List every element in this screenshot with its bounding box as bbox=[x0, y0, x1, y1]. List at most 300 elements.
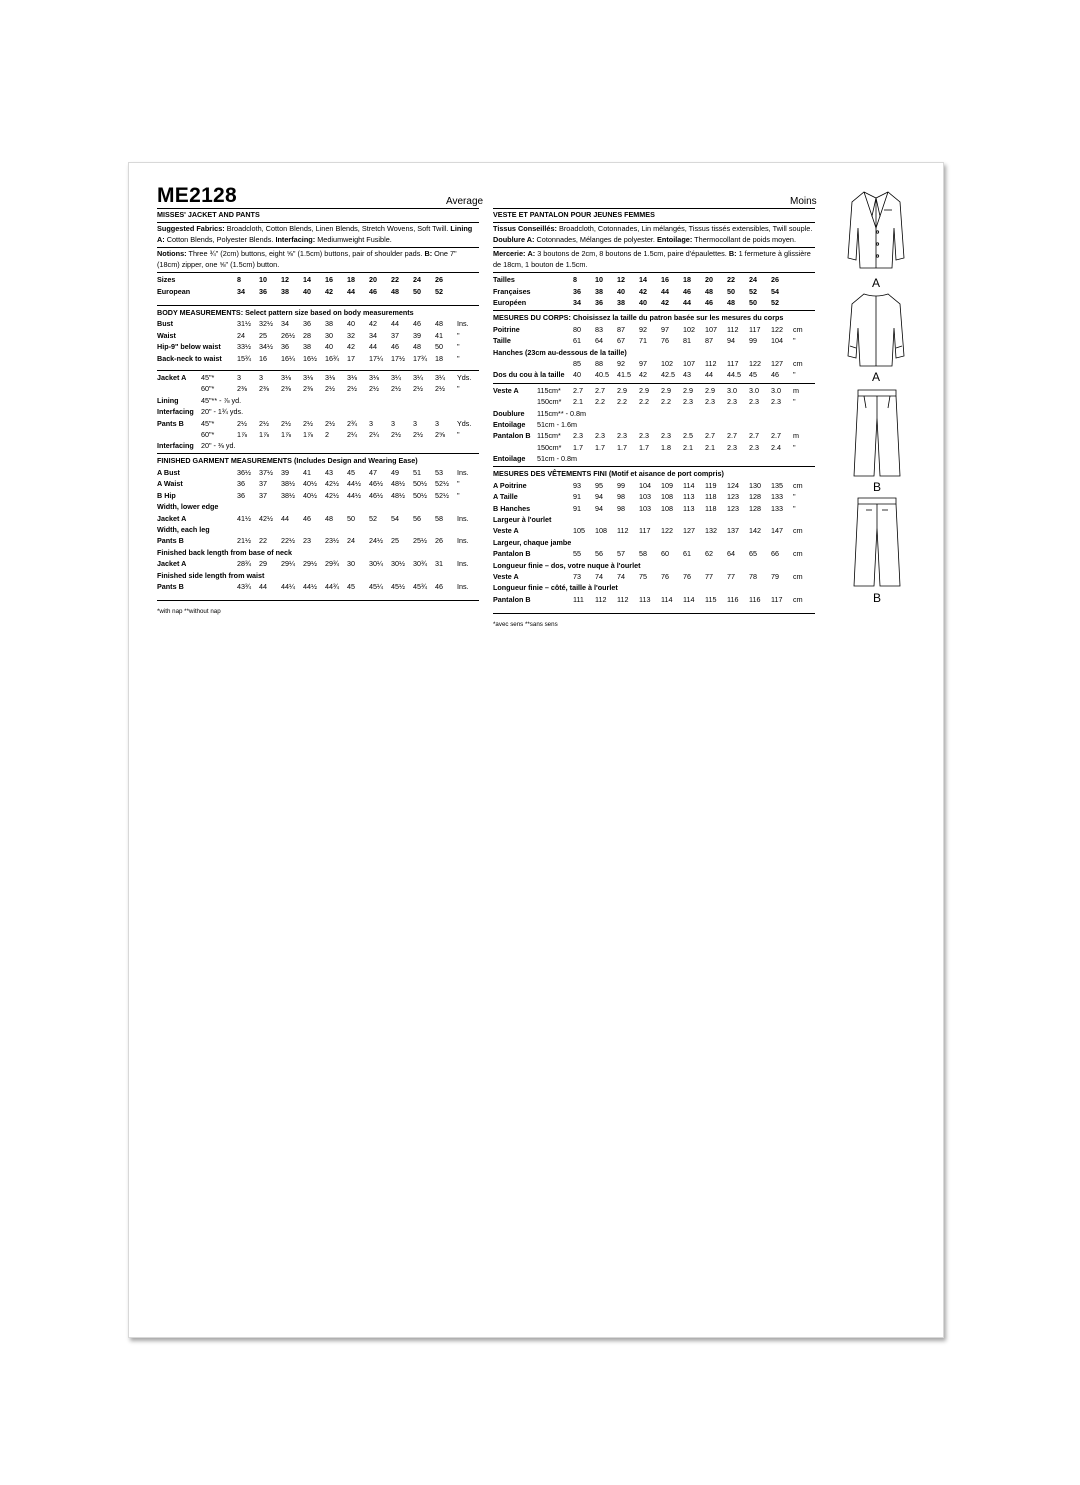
fr-body-value: 71 bbox=[639, 336, 647, 346]
fr-finished-value: 91 bbox=[573, 503, 581, 513]
fr-body-unit: cm bbox=[793, 324, 803, 334]
en-yardage-value: 2⅜ bbox=[237, 384, 247, 394]
fr-finished-value: 113 bbox=[639, 594, 651, 604]
en-body-value: 39 bbox=[413, 330, 421, 340]
fr-francaises-value: 54 bbox=[771, 286, 779, 296]
en-body-unit: " bbox=[457, 353, 460, 363]
header-moins: Moins bbox=[790, 196, 817, 207]
fr-body-value: 99 bbox=[749, 336, 757, 346]
fr-finished-row bbox=[493, 525, 815, 536]
fr-finished-value: 112 bbox=[595, 594, 607, 604]
fr-finished-value: 111 bbox=[573, 594, 584, 604]
fr-size-value: 20 bbox=[705, 275, 713, 285]
fr-yardage-value: 1.8 bbox=[661, 442, 671, 452]
fr-finished-value: 103 bbox=[639, 492, 651, 502]
en-european-value: 34 bbox=[237, 286, 245, 296]
en-finished-value: 45 bbox=[347, 468, 355, 478]
en-finished-row bbox=[157, 535, 479, 546]
fr-body-value: 76 bbox=[661, 336, 669, 346]
en-yardage-value: 3 bbox=[237, 372, 241, 382]
en-finished-value: 23½ bbox=[325, 536, 339, 546]
fr-size-value: 12 bbox=[617, 275, 625, 285]
en-body-value: 36 bbox=[303, 319, 311, 329]
fr-yardage-value: 2.7 bbox=[771, 431, 781, 441]
fr-title: VESTE ET PANTALON POUR JEUNES FEMMES bbox=[493, 210, 655, 219]
fr-finished-value: 78 bbox=[749, 571, 757, 581]
fr-finished-value: 133 bbox=[771, 503, 783, 513]
fr-body-value: 97 bbox=[639, 358, 647, 368]
en-finished-value: 50½ bbox=[413, 490, 427, 500]
en-body-value: 42 bbox=[347, 342, 355, 352]
fr-finished-value: 128 bbox=[749, 492, 761, 502]
fr-finished-value: 117 bbox=[771, 594, 783, 604]
pants-b-front-illustration bbox=[852, 388, 902, 480]
view-label-b1: B bbox=[873, 480, 882, 494]
en-finished-unit: Ins. bbox=[457, 513, 469, 523]
fr-body-value: 97 bbox=[661, 324, 669, 334]
en-finished-unit: Ins. bbox=[457, 468, 469, 478]
fr-finished-caption: Longueur finie – dos, votre nuque à l'ourlet bbox=[493, 560, 641, 570]
fr-finished-value: 113 bbox=[683, 503, 695, 513]
fr-notions: Mercerie: A: 3 boutons de 2cm, 8 boutons de 1.5cm, paire d'épaulettes. B: 1 fermeture à glissière de 18cm, 1 bouton de 1.5cm. bbox=[493, 249, 811, 269]
en-european-value: 44 bbox=[347, 286, 355, 296]
en-finished-label: B Hip bbox=[157, 490, 176, 500]
en-finished-value: 42½ bbox=[325, 479, 339, 489]
fr-european-value: 52 bbox=[771, 297, 779, 307]
en-body-value: 16¾ bbox=[325, 353, 339, 363]
fr-yardage-value: 2.9 bbox=[661, 385, 671, 395]
en-body-value: 31½ bbox=[237, 319, 251, 329]
en-yardage-width: 45"* bbox=[201, 418, 215, 428]
pattern-code: ME2128 bbox=[157, 184, 238, 207]
fr-finished-caption: Longueur finie – côté, taille à l'ourlet bbox=[493, 583, 618, 593]
fr-francaises-value: 38 bbox=[595, 286, 603, 296]
en-body-value: 48 bbox=[435, 319, 443, 329]
fr-finished-unit: cm bbox=[793, 480, 803, 490]
fr-finished-value: 74 bbox=[595, 571, 603, 581]
fr-francaises-value: 42 bbox=[639, 286, 647, 296]
fr-finished-value: 109 bbox=[661, 480, 673, 490]
pants-b-back-illustration bbox=[852, 496, 902, 590]
fr-body-label: Poitrine bbox=[493, 324, 520, 334]
fr-finished-value: 115 bbox=[705, 594, 717, 604]
en-finished-row bbox=[157, 569, 479, 580]
en-fabrics: Suggested Fabrics: Broadcloth, Cotton Blends, Linen Blends, Stretch Wovens, Soft Twill. Lining A: Cotton Blends, Polyester Blends. Interfacing: Mediumweight Fusible. bbox=[157, 224, 473, 244]
en-finished-value: 46½ bbox=[369, 479, 383, 489]
fr-yardage-value: 1.7 bbox=[573, 442, 583, 452]
view-label-b2: B bbox=[873, 591, 882, 605]
en-title: MISSES' JACKET AND PANTS bbox=[157, 210, 260, 219]
en-finished-value: 44 bbox=[259, 581, 267, 591]
fr-yardage-unit: m bbox=[793, 431, 799, 441]
fr-body-value: 94 bbox=[727, 336, 735, 346]
fr-finished-value: 98 bbox=[617, 503, 625, 513]
french-column bbox=[493, 208, 815, 629]
fr-finished-value: 116 bbox=[749, 594, 761, 604]
en-yardage-value: 1⅞ bbox=[303, 429, 313, 439]
fr-finished-label: A Taille bbox=[493, 492, 518, 502]
en-body-row bbox=[157, 330, 479, 341]
fr-body-unit: " bbox=[793, 336, 796, 346]
en-body-value: 28 bbox=[303, 330, 311, 340]
en-body-value: 41 bbox=[435, 330, 443, 340]
fr-finished-row bbox=[493, 548, 815, 559]
fr-finished-title: MESURES DES VÊTEMENTS FINI (Motif et aisance de port compris) bbox=[493, 469, 724, 479]
fr-yardage-value: 2.3 bbox=[617, 431, 627, 441]
en-yardage-value: 1⅞ bbox=[237, 429, 247, 439]
en-yardage-label: Lining bbox=[157, 395, 179, 405]
en-european-value: 48 bbox=[391, 286, 399, 296]
en-finished-value: 43¾ bbox=[237, 581, 251, 591]
en-finished-row bbox=[157, 524, 479, 535]
en-yardage-value: 2¼ bbox=[369, 429, 379, 439]
fr-body-label bbox=[493, 358, 573, 369]
en-finished-value: 31 bbox=[435, 559, 443, 569]
fr-finished-value: 108 bbox=[595, 526, 607, 536]
en-yardage-value: 2⅜ bbox=[281, 384, 291, 394]
en-finished-label: Pants B bbox=[157, 581, 184, 591]
en-body-value: 17 bbox=[347, 353, 355, 363]
fr-european-value: 34 bbox=[573, 297, 581, 307]
fr-finished-value: 118 bbox=[705, 503, 717, 513]
fr-body-value: 85 bbox=[573, 358, 581, 368]
fr-body-value: 41.5 bbox=[617, 370, 631, 380]
fr-body-value: 107 bbox=[683, 358, 695, 368]
fr-body-value: 127 bbox=[771, 358, 783, 368]
en-yardage-unit: Yds. bbox=[457, 418, 472, 428]
en-yardage-value: 2½ bbox=[237, 418, 247, 428]
fr-body-value: 42.5 bbox=[661, 370, 675, 380]
en-body-label: Hip-9" below waist bbox=[157, 342, 221, 352]
fr-finished-value: 104 bbox=[639, 480, 651, 490]
en-finished-value: 41 bbox=[303, 468, 311, 478]
jacket-a-front-illustration bbox=[846, 188, 906, 276]
fr-yardage-row bbox=[493, 407, 815, 418]
en-finished-row bbox=[157, 478, 479, 489]
en-body-row bbox=[157, 341, 479, 352]
fr-finished-value: 65 bbox=[749, 549, 757, 559]
en-yardage-value: 3¼ bbox=[413, 372, 423, 382]
en-body-value: 16¼ bbox=[281, 353, 295, 363]
en-finished-row bbox=[157, 512, 479, 523]
en-finished-unit: Ins. bbox=[457, 559, 469, 569]
en-size-value: 20 bbox=[369, 275, 377, 285]
en-size-value: 24 bbox=[413, 275, 421, 285]
en-european-value: 36 bbox=[259, 286, 267, 296]
en-european-value: 38 bbox=[281, 286, 289, 296]
en-finished-row bbox=[157, 581, 479, 592]
en-finished-value: 44 bbox=[281, 513, 289, 523]
fr-finished-value: 114 bbox=[683, 594, 695, 604]
en-finished-value: 29¼ bbox=[281, 559, 295, 569]
fr-finished-label: A Poitrine bbox=[493, 480, 527, 490]
fr-yardage-value: 2.1 bbox=[683, 442, 693, 452]
fr-finished-value: 118 bbox=[705, 492, 717, 502]
en-finished-row bbox=[157, 558, 479, 569]
fr-size-value: 16 bbox=[661, 275, 669, 285]
fr-european-row bbox=[493, 297, 815, 308]
fr-yardage-value: 2.9 bbox=[705, 385, 715, 395]
en-yardage-value: 2½ bbox=[325, 418, 335, 428]
en-finished-caption: Width, each leg bbox=[157, 525, 210, 535]
fr-yardage-value: 2.3 bbox=[771, 397, 781, 407]
en-body-value: 50 bbox=[435, 342, 443, 352]
en-finished-row bbox=[157, 490, 479, 501]
fr-body-value: 64 bbox=[595, 336, 603, 346]
en-yardage-label: Pants B bbox=[157, 418, 184, 428]
fr-body-value: 43 bbox=[683, 370, 691, 380]
fr-yardage-value: 2.7 bbox=[595, 385, 605, 395]
fr-finished-value: 77 bbox=[727, 571, 735, 581]
fr-yardage-label: Entoilage bbox=[493, 454, 526, 464]
header-average: Average bbox=[446, 196, 484, 207]
fr-finished-unit: cm bbox=[793, 594, 803, 604]
fr-body-value: 102 bbox=[683, 324, 695, 334]
fr-yardage-value: 2.3 bbox=[661, 431, 671, 441]
en-european-value: 40 bbox=[303, 286, 311, 296]
en-finished-value: 56 bbox=[413, 513, 421, 523]
fr-european-unit bbox=[793, 297, 815, 308]
en-yardage-value: 3⅛ bbox=[369, 372, 379, 382]
fr-body-value: 92 bbox=[639, 324, 647, 334]
en-yardage-value: 2½ bbox=[435, 384, 445, 394]
en-body-row bbox=[157, 318, 479, 329]
en-yardage-width: 60"* bbox=[201, 429, 215, 439]
en-yardage-value: 1⅞ bbox=[259, 429, 269, 439]
en-size-value: 26 bbox=[435, 275, 443, 285]
fr-footnote: *avec sens **sans sens bbox=[493, 620, 558, 628]
view-label-a1: A bbox=[872, 276, 881, 290]
fr-body-caption: Hanches (23cm au-dessous de la taille) bbox=[493, 347, 627, 357]
en-yardage-value: 2½ bbox=[347, 384, 357, 394]
en-european-unit bbox=[457, 285, 479, 296]
en-finished-value: 26 bbox=[435, 536, 443, 546]
fr-yardage-value: 2.3 bbox=[573, 431, 583, 441]
en-body-value: 32 bbox=[347, 330, 355, 340]
fr-finished-value: 95 bbox=[595, 480, 603, 490]
fr-yardage-width: 150cm* bbox=[537, 397, 562, 407]
en-yardage-row bbox=[157, 395, 479, 406]
fr-yardage-value: 2.9 bbox=[617, 385, 627, 395]
fr-finished-value: 74 bbox=[617, 571, 625, 581]
fr-yardage-value: 2.3 bbox=[683, 397, 693, 407]
fr-body-unit: cm bbox=[793, 358, 803, 368]
en-size-label: Sizes bbox=[157, 275, 176, 285]
en-finished-unit: Ins. bbox=[457, 581, 469, 591]
fr-finished-value: 94 bbox=[595, 492, 603, 502]
en-yardage-width: 20" - 1¾ yds. bbox=[201, 407, 244, 417]
en-finished-table bbox=[157, 467, 479, 592]
fr-finished-value: 58 bbox=[639, 549, 647, 559]
fr-body-value: 80 bbox=[573, 324, 581, 334]
fr-finished-value: 79 bbox=[771, 571, 779, 581]
fr-body-row bbox=[493, 335, 815, 346]
fr-yardage-value: 2.3 bbox=[749, 442, 759, 452]
en-european-value: 42 bbox=[325, 286, 333, 296]
fr-yardage-value: 2.1 bbox=[573, 397, 583, 407]
en-yardage-row bbox=[157, 440, 479, 451]
fr-finished-unit: cm bbox=[793, 549, 803, 559]
fr-finished-value: 133 bbox=[771, 492, 783, 502]
en-finished-value: 43 bbox=[325, 468, 333, 478]
fr-size-value: 24 bbox=[749, 275, 757, 285]
fr-european-value: 42 bbox=[661, 297, 669, 307]
en-yardage-value: 2 bbox=[325, 429, 329, 439]
fr-finished-value: 57 bbox=[617, 549, 625, 559]
fr-body-value: 44.5 bbox=[727, 370, 741, 380]
en-yardage-label: Interfacing bbox=[157, 407, 194, 417]
en-body-label: Waist bbox=[157, 330, 176, 340]
fr-size-value: 8 bbox=[573, 275, 577, 285]
fr-body-value: 83 bbox=[595, 324, 603, 334]
en-yardage-row bbox=[157, 429, 479, 440]
en-finished-value: 45¾ bbox=[413, 581, 427, 591]
en-body-value: 26½ bbox=[281, 330, 295, 340]
en-body-value: 46 bbox=[391, 342, 399, 352]
en-finished-value: 25½ bbox=[413, 536, 427, 546]
fr-yardage-value: 3.0 bbox=[771, 385, 781, 395]
fr-finished-value: 114 bbox=[661, 594, 673, 604]
fr-finished-value: 64 bbox=[727, 549, 735, 559]
en-finished-value: 37 bbox=[259, 490, 267, 500]
en-body-value: 48 bbox=[413, 342, 421, 352]
fr-yardage-value: 2.1 bbox=[705, 442, 715, 452]
fr-body-title: MESURES DU CORPS: Choisissez la taille du patron basée sur les mesures du corps bbox=[493, 313, 784, 323]
fr-body-value: 92 bbox=[617, 358, 625, 368]
fr-yardage-value: 2.3 bbox=[727, 397, 737, 407]
en-body-value: 36 bbox=[281, 342, 289, 352]
en-body-value: 18 bbox=[435, 353, 443, 363]
fr-yardage-table bbox=[493, 385, 815, 465]
fr-yardage-width: 51cm - 0.8m bbox=[537, 454, 577, 464]
en-body-title: BODY MEASUREMENTS: Select pattern size based on body measurements bbox=[157, 307, 414, 317]
en-finished-value: 46 bbox=[303, 513, 311, 523]
en-body-value: 38 bbox=[303, 342, 311, 352]
en-finished-value: 46 bbox=[435, 581, 443, 591]
fr-finished-value: 124 bbox=[727, 480, 739, 490]
fr-body-value: 104 bbox=[771, 336, 783, 346]
fr-body-value: 45 bbox=[749, 370, 757, 380]
en-yardage-value: 2¾ bbox=[347, 418, 357, 428]
en-body-value: 17¼ bbox=[369, 353, 383, 363]
en-finished-value: 30 bbox=[347, 559, 355, 569]
en-yardage-row bbox=[157, 417, 479, 428]
fr-yardage-row bbox=[493, 396, 815, 407]
en-body-value: 44 bbox=[391, 319, 399, 329]
en-body-value: 34 bbox=[369, 330, 377, 340]
en-yardage-value: 2¼ bbox=[347, 429, 357, 439]
en-finished-value: 36½ bbox=[237, 468, 251, 478]
fr-yardage-value: 2.4 bbox=[771, 442, 781, 452]
en-finished-value: 52 bbox=[369, 513, 377, 523]
en-finished-label: Jacket A bbox=[157, 513, 187, 523]
fr-yardage-value: 2.2 bbox=[661, 397, 671, 407]
fr-size-unit bbox=[793, 274, 815, 285]
fr-francaises-value: 48 bbox=[705, 286, 713, 296]
en-yardage-value: 3⅛ bbox=[325, 372, 335, 382]
fr-yardage-value: 2.7 bbox=[749, 431, 759, 441]
en-finished-value: 28¾ bbox=[237, 559, 251, 569]
en-yardage-value: 2⅜ bbox=[303, 384, 313, 394]
fr-yardage-row bbox=[493, 430, 815, 441]
fr-european-value: 36 bbox=[595, 297, 603, 307]
fr-finished-value: 103 bbox=[639, 503, 651, 513]
fr-body-value: 42 bbox=[639, 370, 647, 380]
en-body-value: 17½ bbox=[391, 353, 405, 363]
view-label-a2: A bbox=[872, 370, 881, 384]
en-size-unit bbox=[457, 274, 479, 285]
fr-yardage-width: 115cm* bbox=[537, 431, 561, 441]
en-body-label: Back-neck to waist bbox=[157, 353, 222, 363]
fr-finished-value: 113 bbox=[683, 492, 695, 502]
en-finished-row bbox=[157, 547, 479, 558]
fr-yardage-row bbox=[493, 419, 815, 430]
en-finished-label: Jacket A bbox=[157, 559, 187, 569]
en-yardage-value: 3 bbox=[369, 418, 373, 428]
en-finished-label: Pants B bbox=[157, 536, 184, 546]
fr-finished-value: 116 bbox=[727, 594, 739, 604]
fr-finished-row bbox=[493, 537, 815, 548]
en-yardage-value: 3 bbox=[259, 372, 263, 382]
fr-body-table bbox=[493, 324, 815, 381]
en-body-value: 40 bbox=[347, 319, 355, 329]
fr-finished-value: 127 bbox=[683, 526, 695, 536]
en-yardage-width: 60"* bbox=[201, 384, 215, 394]
fr-finished-row bbox=[493, 480, 815, 491]
fr-francaises-unit bbox=[793, 285, 815, 296]
en-body-value: 32½ bbox=[259, 319, 273, 329]
en-body-label: Bust bbox=[157, 319, 173, 329]
fr-finished-row bbox=[493, 491, 815, 502]
en-yardage-value: 2½ bbox=[281, 418, 291, 428]
en-finished-value: 23 bbox=[303, 536, 311, 546]
fr-finished-row bbox=[493, 502, 815, 513]
en-finished-value: 36 bbox=[237, 490, 245, 500]
fr-yardage-value: 3.0 bbox=[727, 385, 737, 395]
en-finished-value: 44½ bbox=[303, 581, 317, 591]
en-finished-value: 30¼ bbox=[369, 559, 383, 569]
en-finished-value: 44½ bbox=[347, 490, 361, 500]
fr-yardage-value: 2.5 bbox=[683, 431, 693, 441]
fr-finished-unit: " bbox=[793, 492, 796, 502]
fr-body-value: 40 bbox=[573, 370, 581, 380]
fr-body-row bbox=[493, 369, 815, 380]
en-finished-value: 30¾ bbox=[413, 559, 427, 569]
en-finished-value: 45¼ bbox=[369, 581, 383, 591]
en-yardage-label bbox=[157, 383, 201, 394]
en-finished-value: 54 bbox=[391, 513, 399, 523]
en-finished-value: 48½ bbox=[391, 490, 405, 500]
fr-body-value: 88 bbox=[595, 358, 603, 368]
fr-body-value: 122 bbox=[749, 358, 761, 368]
en-body-row bbox=[157, 352, 479, 363]
en-finished-value: 37 bbox=[259, 479, 267, 489]
fr-finished-label: Veste A bbox=[493, 571, 519, 581]
fr-yardage-width: 150cm* bbox=[537, 442, 562, 452]
fr-finished-value: 112 bbox=[617, 526, 629, 536]
en-finished-value: 42½ bbox=[325, 490, 339, 500]
fr-yardage-value: 2.3 bbox=[595, 431, 605, 441]
en-european-row bbox=[157, 285, 479, 296]
fr-francaises-value: 46 bbox=[683, 286, 691, 296]
en-finished-value: 21½ bbox=[237, 536, 251, 546]
en-european-value: 50 bbox=[413, 286, 421, 296]
en-yardage-row bbox=[157, 406, 479, 417]
en-finished-value: 52½ bbox=[435, 479, 449, 489]
fr-body-value: 46 bbox=[771, 370, 779, 380]
fr-yardage-label bbox=[493, 441, 537, 452]
fr-yardage-row bbox=[493, 385, 815, 396]
